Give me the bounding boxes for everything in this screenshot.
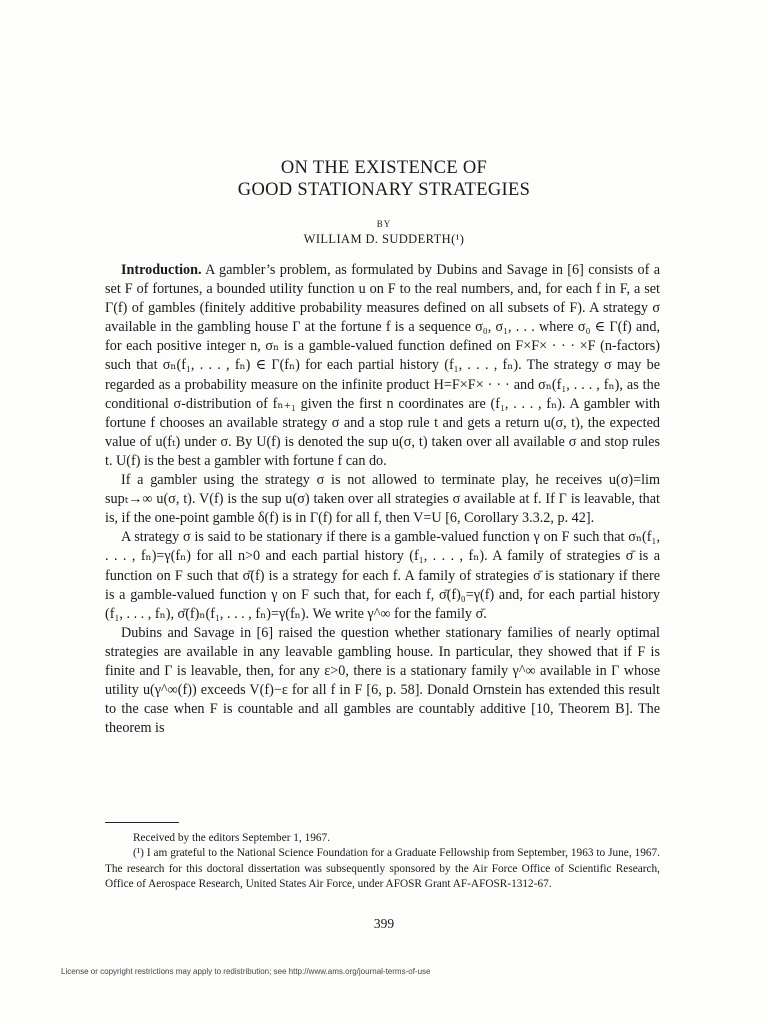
paragraph-2: If a gambler using the strategy σ is not allowed to terminate play, he receives u(σ)=lim supₜ→∞ u(σ, t). V(f) is the sup u(σ) taken over all strategies σ available at f. If Γ is leavable, that is, if the one-point gamble δ(f) is in Γ(f) for all f, then V=U [6, Corollary 3.3.2, p. 42]. [105, 472, 660, 527]
footnote-1: (¹) I am grateful to the National Science Foundation for a Graduate Fellowship from September, 1963 to June, 1967. The research for this doctoral dissertation was subsequently sponsored by the Air Force Office of Scientific Research, Office of Aerospace Research, United States Air Force, under AFOSR Grant AF-AFOSR-1312-67. [105, 847, 660, 891]
paragraph-3: A strategy σ is said to be stationary if there is a gamble-valued function γ on F such that σₙ(f₁, . . . , fₙ)=γ(fₙ) for all n>0 and each partial history (f₁, . . . , fₙ). A family of strategies σ̄ is a function on F such that σ̄(f) is a strategy for each f. A family of strategies σ̄ is stationary if there is a gamble-valued function γ on F such that, for each f, σ̄(f)₀=γ(f) and, for each partial history (f₁, . . . , fₙ), σ̄(f)ₙ(f₁, . . . , fₙ)=γ(fₙ). We write γ^∞ for the family σ̄. [105, 529, 660, 622]
footnotes [105, 831, 660, 893]
body-text [105, 261, 660, 738]
byline-label: BY [376, 219, 392, 229]
license-notice: License or copyright restrictions may apply to redistribution; see http://www.ams.org/journal-terms-of-use [61, 967, 431, 976]
paragraph-4: Dubins and Savage in [6] raised the question whether stationary families of nearly optimal strategies are available in any leavable gambling house. In particular, they showed that if F is finite and Γ is leavable, then, for any ε>0, there is a stationary family γ^∞ available in Γ whose utility u(γ^∞(f)) exceeds V(f)−ε for all f in F [6, p. 58]. Donald Ornstein has extended this result to the case when F is countable and all gambles are countably additive [10, Theorem B]. The theorem is [105, 624, 660, 737]
footnote-received: Received by the editors September 1, 1967. [133, 832, 331, 844]
footnote-rule [105, 822, 179, 823]
title-line-2: GOOD STATIONARY STRATEGIES [237, 180, 531, 200]
author-name: WILLIAM D. SUDDERTH(¹) [303, 232, 465, 246]
page-number: 399 [373, 916, 395, 931]
paragraph-1 [105, 261, 660, 471]
intro-heading: Introduction. [121, 262, 202, 278]
title-line-1: ON THE EXISTENCE OF [280, 158, 488, 178]
paragraph-1-text: A gambler’s problem, as formulated by Dubins and Savage in [6] consists of a set F of fortunes, a bounded utility function u on F to the real numbers, and, for each f in F, a set Γ(f) of gambles (finitely additive probability measures defined on all subsets of F). A strategy σ available in the gambling house Γ at the fortune f is a sequence σ₀, σ₁, . . . where σ₀ ∈ Γ(f) and, for each positive integer n, σₙ is a gamble-valued function defined on F×F× · · · ×F (n-factors) such that σₙ(f₁, . . . , fₙ) ∈ Γ(fₙ) for each partial history (f₁, . . . , fₙ). The strategy σ may be regarded as a probability measure on the infinite product H=F×F× · · · and σₙ(f₁, . . . , fₙ), as the conditional σ-distribution of fₙ₊₁ given the first n coordinates are (f₁, . . . , fₙ). A gambler with fortune f chooses an available strategy σ and a stop rule t and gets a return u(σ, t), the expected value of u(fₜ) under σ. By U(f) is denoted the sup u(σ, t) taken over all available σ and stop rules t. U(f) is the best a gambler with fortune f can do. [105, 262, 660, 469]
